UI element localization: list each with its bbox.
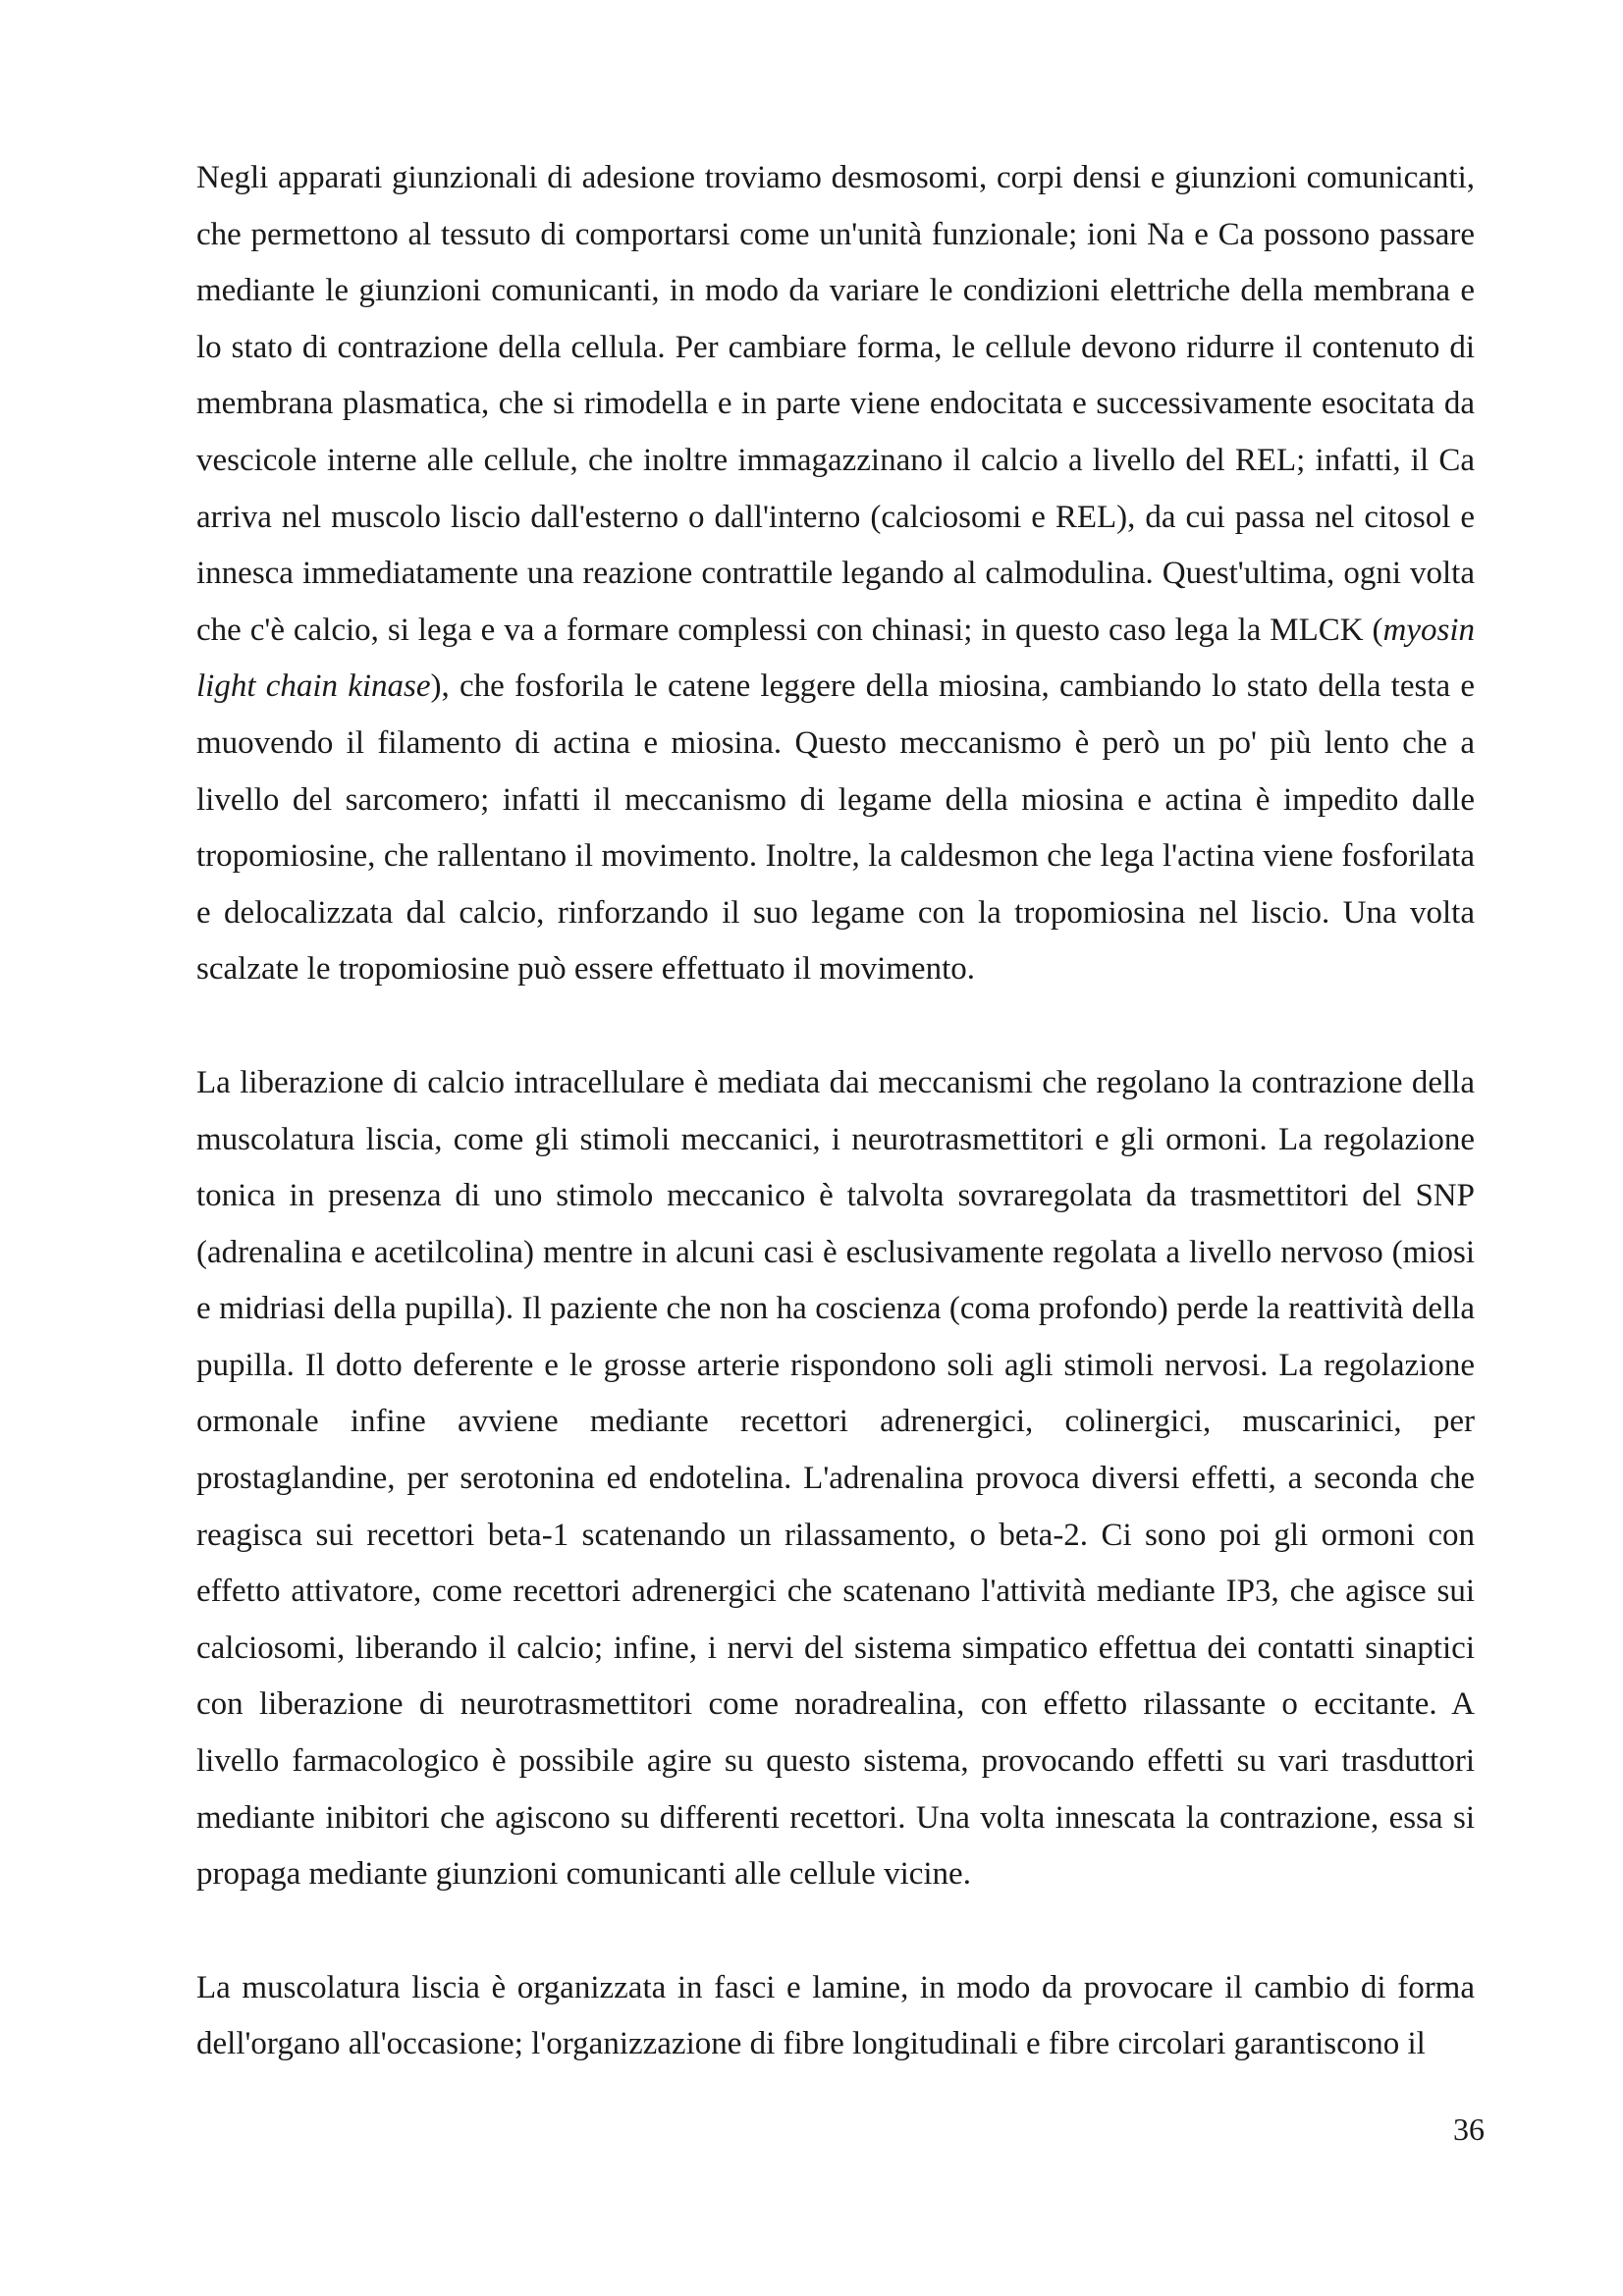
paragraph-text: La liberazione di calcio intracellulare è mediata dai meccanismi che regolano la contrazione della muscolatura liscia, come gli stimoli meccanici, i neurotrasmettitori e gli ormoni. La regolazione tonica in presenza di uno stimolo meccanico è talvolta sovraregolata da trasmettitori del SNP (adrenalina e acetilcolina) mentre in alcuni casi è esclusivamente regolata a livello nervoso (miosi e midriasi della pupilla). Il paziente che non ha coscienza (coma profondo) perde la reattività della pupilla. Il dotto deferente e le grosse arterie rispondono soli agli stimoli nervosi. La regolazione ormonale infine avviene mediante recettori adrenergici, colinergici, muscarinici, per prostaglandine, per serotonina ed endotelina. L'adrenalina provoca diversi effetti, a seconda che reagisca sui recettori beta-1 scatenando un rilassamento, o beta-2. Ci sono poi gli ormoni con effetto attivatore, come recettori adrenergici che scatenano l'attività mediante IP3, che agisce sui calciosomi, liberando il calcio; infine, i nervi del sistema simpatico effettua dei contatti sinaptici con liberazione di neurotrasmettitori come noradrealina, con effetto rilassante o eccitante. A livello farmacologico è possibile agire su questo sistema, provocando effetti su vari trasduttori mediante inibitori che agiscono su differenti recettori. Una volta innescata la contrazione, essa si propaga mediante giunzioni comunicanti alle cellule vicine. xyxy=(196,1064,1475,1893)
italic-term: myosin light chain kinase xyxy=(196,612,1475,705)
paragraph-junctions xyxy=(196,150,1475,998)
paragraph-organization xyxy=(196,1960,1475,2073)
paragraph-text: La muscolatura liscia è organizzata in fasci e lamine, in modo da provocare il cambio di forma dell'organo all'occasione; l'organizzazione di fibre longitudinali e fibre circolari garantiscono il xyxy=(196,1969,1475,2062)
paragraph-text: ), che fosforila le catene leggere della miosina, cambiando lo stato della testa e muovendo il filamento di actina e miosina. Questo meccanismo è però un po' più lento che a livello del sarcomero; infatti il meccanismo di legame della miosina e actina è impedito dalle tropomiosine, che rallentano il movimento. Inoltre, la caldesmon che lega l'actina viene fosforilata e delocalizzata dal calcio, rinforzando il suo legame con la tropomiosina nel liscio. Una volta scalzate le tropomiosine può essere effettuato il movimento. xyxy=(196,668,1475,988)
body-text xyxy=(196,150,1475,2073)
page-number: 36 xyxy=(1453,2111,1485,2147)
paragraph-calcium-release xyxy=(196,1055,1475,1903)
paragraph-text: Negli apparati giunzionali di adesione troviamo desmosomi, corpi densi e giunzioni comunicanti, che permettono al tessuto di comportarsi come un'unità funzionale; ioni Na e Ca possono passare mediante le giunzioni comunicanti, in modo da variare le condizioni elettriche della membrana e lo stato di contrazione della cellula. Per cambiare forma, le cellule devono ridurre il contenuto di membrana plasmatica, che si rimodella e in parte viene endocitata e successivamente esocitata da vescicole interne alle cellule, che inoltre immagazzinano il calcio a livello del REL; infatti, il Ca arriva nel muscolo liscio dall'esterno o dall'interno (calciosomi e REL), da cui passa nel citosol e innesca immediatamente una reazione contrattile legando al calmodulina. Quest'ultima, ogni volta che c'è calcio, si lega e va a formare complessi con chinasi; in questo caso lega la MLCK ( xyxy=(196,160,1475,648)
